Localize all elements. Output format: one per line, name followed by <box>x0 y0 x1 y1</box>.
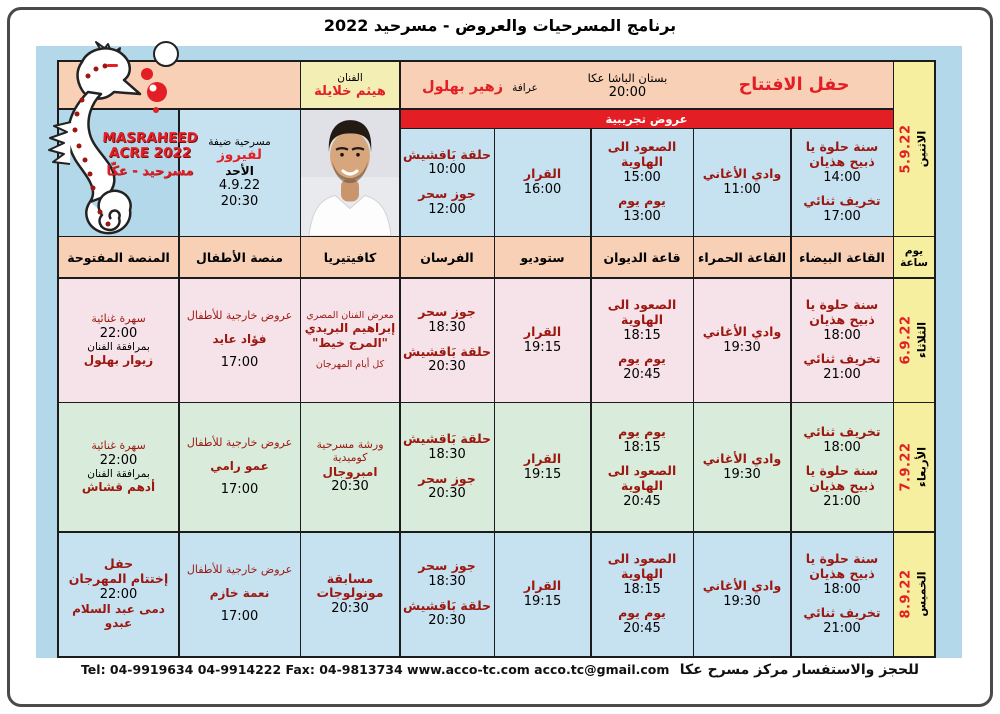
monday-block <box>401 110 893 236</box>
schedule-cell <box>401 403 494 531</box>
schedule-cell <box>592 129 693 236</box>
cell-line: جوز سحر <box>418 185 476 201</box>
cell-line: 22:00 <box>99 586 138 602</box>
cell-line: يوم يوم <box>618 424 666 440</box>
column-header-cafeteria: كافيتيريا <box>301 237 399 277</box>
artist-prefix: الفنان <box>337 71 363 84</box>
cell-line: 14:00 <box>823 169 861 185</box>
schedule-cell <box>592 533 693 656</box>
cell-line: 21:00 <box>823 366 861 382</box>
cell-line: 19:30 <box>723 466 761 482</box>
cell-line: حلقة بَاقشيش <box>402 146 492 162</box>
cell-line: تخريف ثنائي <box>803 350 881 366</box>
schedule-cell <box>495 279 590 402</box>
day-word: يوم <box>904 244 924 257</box>
opening-venue-time: 20:00 <box>608 84 647 100</box>
cell-line: دمى عبد السلام عبدو <box>72 602 165 631</box>
cell-line: وادي الأغاني <box>702 323 782 339</box>
column-header-kids-stage: منصة الأطفال <box>180 237 300 277</box>
schedule-cell <box>495 129 590 236</box>
cell-line: "المرج خيط" <box>312 335 388 350</box>
cell-line: 12:00 <box>428 201 466 217</box>
schedule-cell <box>792 403 893 531</box>
cell-line: 20:30 <box>331 479 369 495</box>
opening-venue-name: بستان الباشا عكا <box>587 70 668 85</box>
host-name: زهير بهلول <box>422 78 504 95</box>
cell-line: عروض خارجية للأطفال <box>186 308 293 322</box>
cell-line: 21:00 <box>823 493 861 509</box>
schedule-cell <box>401 129 494 236</box>
cell-line: القرار <box>523 323 562 339</box>
schedule-cell <box>180 533 300 656</box>
cell-line: إبراهيم البريدي <box>304 321 396 336</box>
cell-line: 16:00 <box>523 181 562 197</box>
cell-line: تخريف ثنائي <box>803 424 881 440</box>
cell-line: حفل <box>103 556 134 572</box>
cell-line: أدهم قشاش <box>81 480 156 495</box>
schedule-cell <box>592 279 693 402</box>
day-name: الخميس <box>915 571 929 617</box>
cell-line: وادي الأغاني <box>702 166 782 182</box>
cell-line: 18:00 <box>823 439 861 455</box>
schedule-cell <box>495 403 590 531</box>
cell-line: نعمة خازم <box>209 585 270 600</box>
schedule-cell <box>301 279 399 402</box>
cell-line: 17:00 <box>220 481 259 497</box>
cell-line: عروض خارجية للأطفال <box>186 562 293 576</box>
hour-word: ساعة <box>900 257 928 269</box>
schedule-cell <box>694 279 790 402</box>
cell-line: زيوار بهلول <box>83 353 154 368</box>
cell-line: 19:15 <box>523 593 562 609</box>
schedule-cell <box>180 279 300 402</box>
cell-line: 15:00 <box>623 169 661 185</box>
cell-line: بمرافقة الفنان <box>87 340 150 353</box>
cell-line: امبروجال <box>322 465 378 480</box>
day-name: الاثنين <box>915 130 929 168</box>
day-date: 5.9.22 <box>899 124 914 174</box>
cell-line: 18:30 <box>428 320 466 336</box>
footer-contact-latin: Tel: 04-9919634 04-9914222 Fax: 04-9813734 www.acco-tc.com acco.tc@gmail.com <box>80 662 670 677</box>
cell-line: سهرة غنائية <box>91 311 146 325</box>
cell-line: حلقة بَاقشيش <box>402 343 492 359</box>
cell-line: 18:00 <box>823 581 861 597</box>
cell-line: يوم يوم <box>618 193 666 209</box>
cell-line: جوز سحر <box>418 470 476 486</box>
cell-line: 13:00 <box>623 208 661 224</box>
day-name: الثلاثاء <box>915 321 929 359</box>
schedule-cell <box>792 129 893 236</box>
cell-line: إختتام المهرجان <box>68 571 169 587</box>
schedule-cell <box>59 403 178 531</box>
column-header-fursan: الفرسان <box>401 237 494 277</box>
schedule-cell <box>495 533 590 656</box>
day-date: 6.9.22 <box>899 315 914 365</box>
schedule-cell <box>59 279 178 402</box>
cell-line: حلقة بَاقشيش <box>402 431 492 447</box>
cell-line: القرار <box>523 450 562 466</box>
cell-line: الصعود الى الهاوية <box>607 139 677 170</box>
column-header-white-hall: القاعة البيضاء <box>792 237 893 277</box>
opening-host <box>409 76 552 95</box>
schedule-cell <box>301 403 399 531</box>
cell-line: بمرافقة الفنان <box>87 467 150 480</box>
cell-line: 20:45 <box>623 493 661 509</box>
schedule-cell <box>694 533 790 656</box>
cell-line: 22:00 <box>99 452 138 468</box>
cell-line: سنة حلوة يا ذبيح هذيان <box>805 139 879 170</box>
cell-line: 17:00 <box>220 354 259 370</box>
cell-line: 19:15 <box>523 466 562 482</box>
cell-line: 22:00 <box>99 325 138 341</box>
cell-line: 18:15 <box>623 439 661 455</box>
schedule-cell <box>401 533 494 656</box>
column-header-studio: ستوديو <box>495 237 590 277</box>
cell-line: يوم يوم <box>618 350 666 366</box>
day-cell <box>894 403 934 531</box>
day-hour-header <box>894 237 934 277</box>
cell-line: مسابقة مونولوجات <box>316 570 384 601</box>
cell-line: سهرة غنائية <box>91 438 146 452</box>
day-cell <box>894 533 934 656</box>
artist-portrait-image <box>301 110 399 236</box>
cell-line: 18:15 <box>623 327 661 343</box>
cell-line: جوز سحر <box>418 558 476 574</box>
cell-line: 18:30 <box>428 574 466 590</box>
cell-line: عمو رامي <box>210 458 269 473</box>
cell-line: يوم يوم <box>618 604 666 620</box>
cell-line: كل أيام المهرجان <box>315 358 385 370</box>
opening-title: حفل الافتتاح <box>738 75 850 95</box>
logo-line-2: ACRE 2022 <box>108 144 192 161</box>
column-header-open-stage: المنصة المفتوحة <box>59 237 178 277</box>
cell-line: الصعود الى الهاوية <box>607 463 677 493</box>
cell-line: تخريف ثنائي <box>803 604 881 620</box>
page-title: برنامج المسرحيات والعروض - مسرحيد 2022 <box>323 16 677 35</box>
cell-line: 19:30 <box>723 339 761 355</box>
day-date: 8.9.22 <box>899 569 914 619</box>
cell-line: 10:00 <box>428 162 466 178</box>
cell-line: 18:15 <box>623 581 661 597</box>
cell-line: 17:00 <box>823 208 861 224</box>
cell-line: عروض خارجية للأطفال <box>186 435 293 449</box>
cell-line: وادي الأغاني <box>702 450 782 466</box>
logo-line-1: MASRAHEED <box>101 130 199 146</box>
day-label <box>899 569 929 618</box>
cell-line: فؤاد عايد <box>212 331 267 346</box>
schedule-cell <box>401 279 494 402</box>
cell-line: سنة حلوة يا ذبيح هذيان <box>805 463 879 493</box>
schedule-cell <box>792 279 893 402</box>
day-cell-monday <box>894 62 934 236</box>
schedule-cell <box>180 403 300 531</box>
cell-line: 18:30 <box>428 447 466 463</box>
column-header-red-hall: القاعة الحمراء <box>694 237 790 277</box>
cell-line: ورشة مسرحية كوميدية <box>316 438 384 465</box>
cell-line: 18:00 <box>823 327 861 343</box>
day-name: الأربعاء <box>915 446 929 488</box>
schedule-cell <box>792 533 893 656</box>
day-cell <box>894 279 934 402</box>
cell-line: 21:00 <box>823 620 861 636</box>
day-date: 7.9.22 <box>899 442 914 492</box>
cell-line: جوز سحر <box>418 304 476 320</box>
experimental-shows-banner: عروض تجريبية <box>401 110 893 128</box>
cell-line: تخريف ثنائي <box>803 193 881 209</box>
artist-name: هيثم خلايلة <box>314 83 386 99</box>
footer-contact-arabic: للحجز والاستفسار مركز مسرح عكا <box>679 662 920 678</box>
guest-play-day: الأحد <box>225 164 254 179</box>
day-label <box>899 442 929 491</box>
cell-line: سنة حلوة يا ذبيح هذيان <box>805 551 879 581</box>
guest-play-date: 4.9.22 <box>218 178 261 194</box>
opening-artist-cell <box>301 62 399 108</box>
cell-line: القرار <box>523 166 562 182</box>
cell-line: معرض الفنان المصري <box>306 310 394 322</box>
opening-venue <box>566 71 690 100</box>
day-label <box>899 124 929 173</box>
cell-line: الصعود الى الهاوية <box>607 551 677 581</box>
cell-line: 19:30 <box>723 593 761 609</box>
guest-play-time: 20:30 <box>220 193 259 209</box>
cell-line: حلقة بَاقشيش <box>402 597 492 613</box>
opening-ceremony-row <box>401 62 893 108</box>
cell-line: الصعود الى الهاوية <box>607 297 677 327</box>
schedule-cell <box>59 533 178 656</box>
cell-line: 20:30 <box>331 601 369 617</box>
cell-line: سنة حلوة يا ذبيح هذيان <box>805 297 879 327</box>
guest-play-label: مسرحية ضيفة <box>208 135 271 148</box>
cell-line: 17:00 <box>220 608 259 624</box>
day-label <box>899 315 929 364</box>
monday-grid <box>401 110 893 236</box>
schedule-cell <box>694 129 790 236</box>
artist-photo <box>301 110 399 236</box>
schedule-cell <box>592 403 693 531</box>
cell-line: 20:45 <box>623 366 661 382</box>
cell-line: 20:30 <box>428 359 466 375</box>
cell-line: وادي الأغاني <box>702 577 782 593</box>
cell-line: 20:30 <box>428 486 466 502</box>
cell-line: 11:00 <box>723 181 761 197</box>
host-prefix: عرافة <box>512 81 538 94</box>
cell-line: القرار <box>523 577 562 593</box>
logo-line-arabic: مسرحيد - عكّا <box>106 163 194 179</box>
column-header-diwan-hall: قاعة الديوان <box>592 237 693 277</box>
schedule-cell <box>301 533 399 656</box>
schedule-cell <box>694 403 790 531</box>
footer-contact <box>0 662 1000 678</box>
logo-wordmark <box>101 131 199 179</box>
cell-line: 20:30 <box>428 613 466 629</box>
cell-line: 19:15 <box>523 339 562 355</box>
cell-line: 20:45 <box>623 620 661 636</box>
guest-play-name: لفيروز <box>217 147 262 164</box>
